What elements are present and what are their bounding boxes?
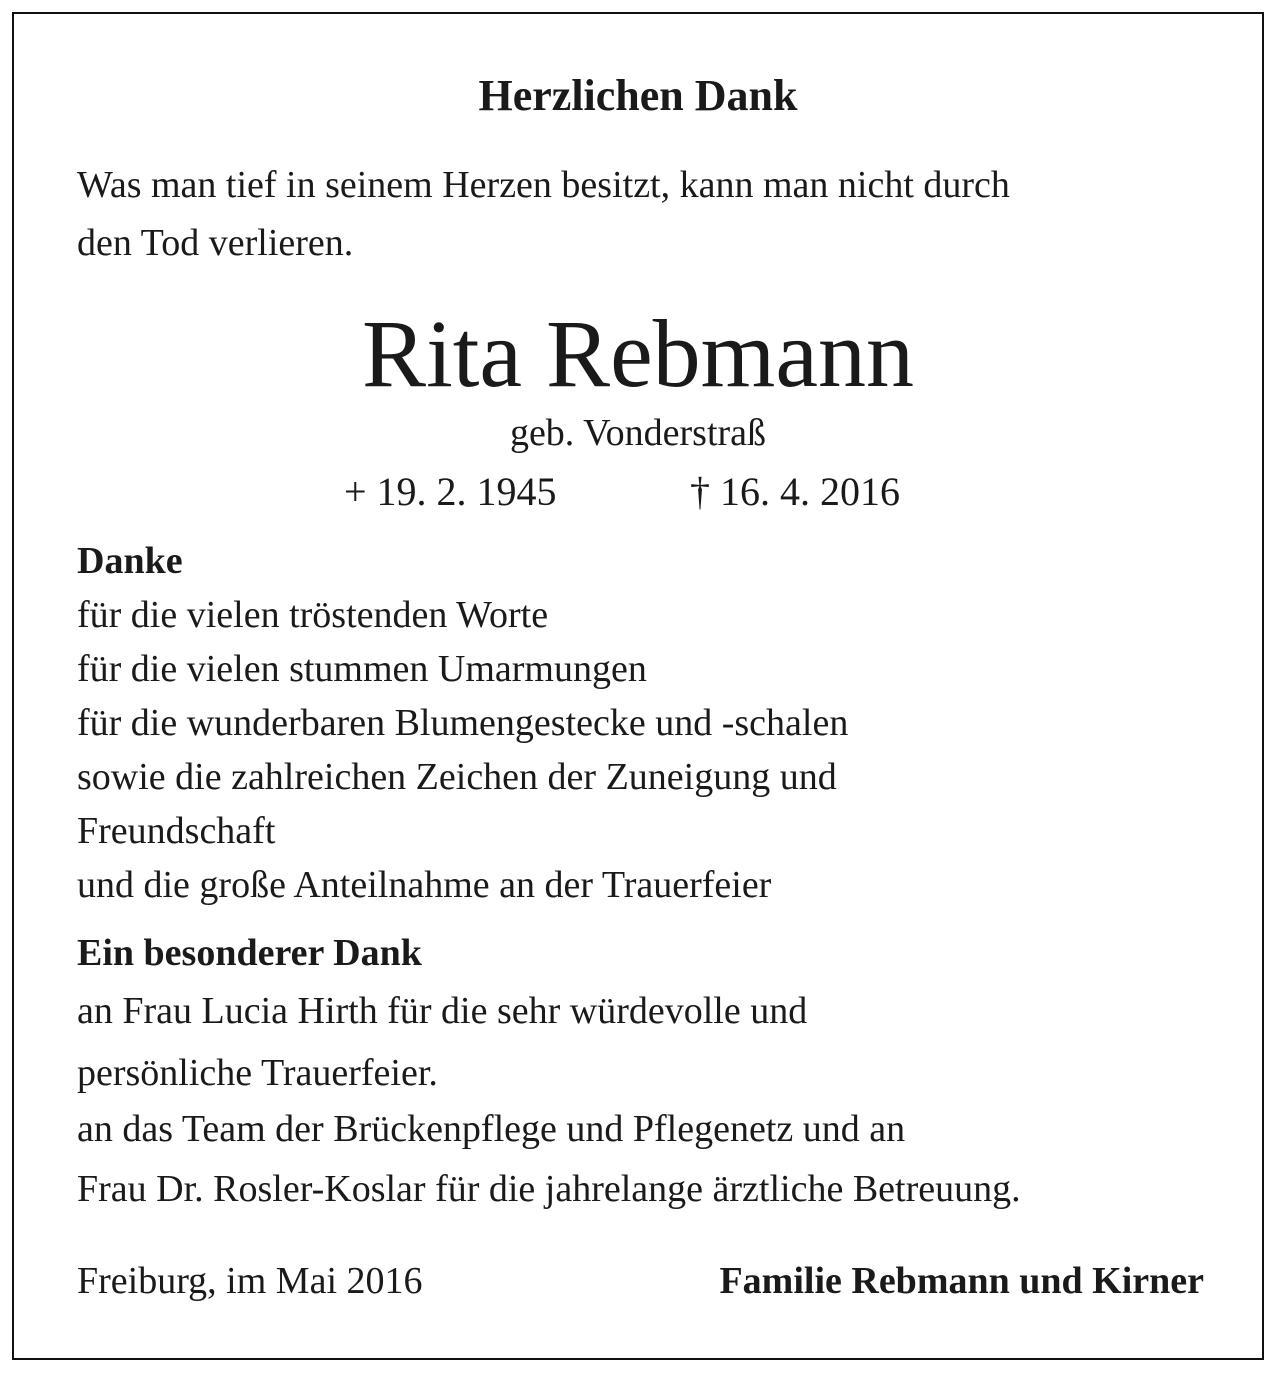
maiden-name: geb. Vonderstraß (509, 412, 767, 454)
death-date: † 16. 4. 2016 (690, 469, 900, 514)
deceased-name: Rita Rebmann (362, 300, 914, 407)
place-and-date: Freiburg, im Mai 2016 (77, 1260, 423, 1302)
special-thanks-line: persönliche Trauerfeier. (77, 1052, 438, 1094)
heading: Herzlichen Dank (478, 71, 798, 120)
thanks-title: Danke (77, 540, 183, 582)
thanks-line: Freundschaft (77, 810, 276, 852)
thanks-line: sowie die zahlreichen Zeichen der Zuneigung und (77, 756, 837, 798)
intro-line: Was man tief in seinem Herzen besitzt, kann man nicht durch (77, 164, 1010, 206)
birth-date: + 19. 2. 1945 (344, 469, 557, 514)
obituary-notice (12, 12, 1264, 1360)
thanks-line: und die große Anteilnahme an der Trauerfeier (77, 864, 772, 906)
thanks-line: für die vielen stummen Umarmungen (77, 648, 647, 690)
intro-line: den Tod verlieren. (77, 222, 354, 264)
special-thanks-line: Frau Dr. Rosler-Koslar für die jahrelange ärztliche Betreuung. (77, 1168, 1021, 1210)
thanks-line: für die vielen tröstenden Worte (77, 594, 549, 636)
special-thanks-line: an Frau Lucia Hirth für die sehr würdevolle und (77, 990, 808, 1032)
thanks-line: für die wunderbaren Blumengestecke und -schalen (77, 702, 849, 744)
special-thanks-line: an das Team der Brückenpflege und Pflegenetz und an (77, 1108, 906, 1150)
special-thanks-title: Ein besonderer Dank (77, 932, 422, 974)
signature: Familie Rebmann und Kirner (719, 1260, 1204, 1302)
